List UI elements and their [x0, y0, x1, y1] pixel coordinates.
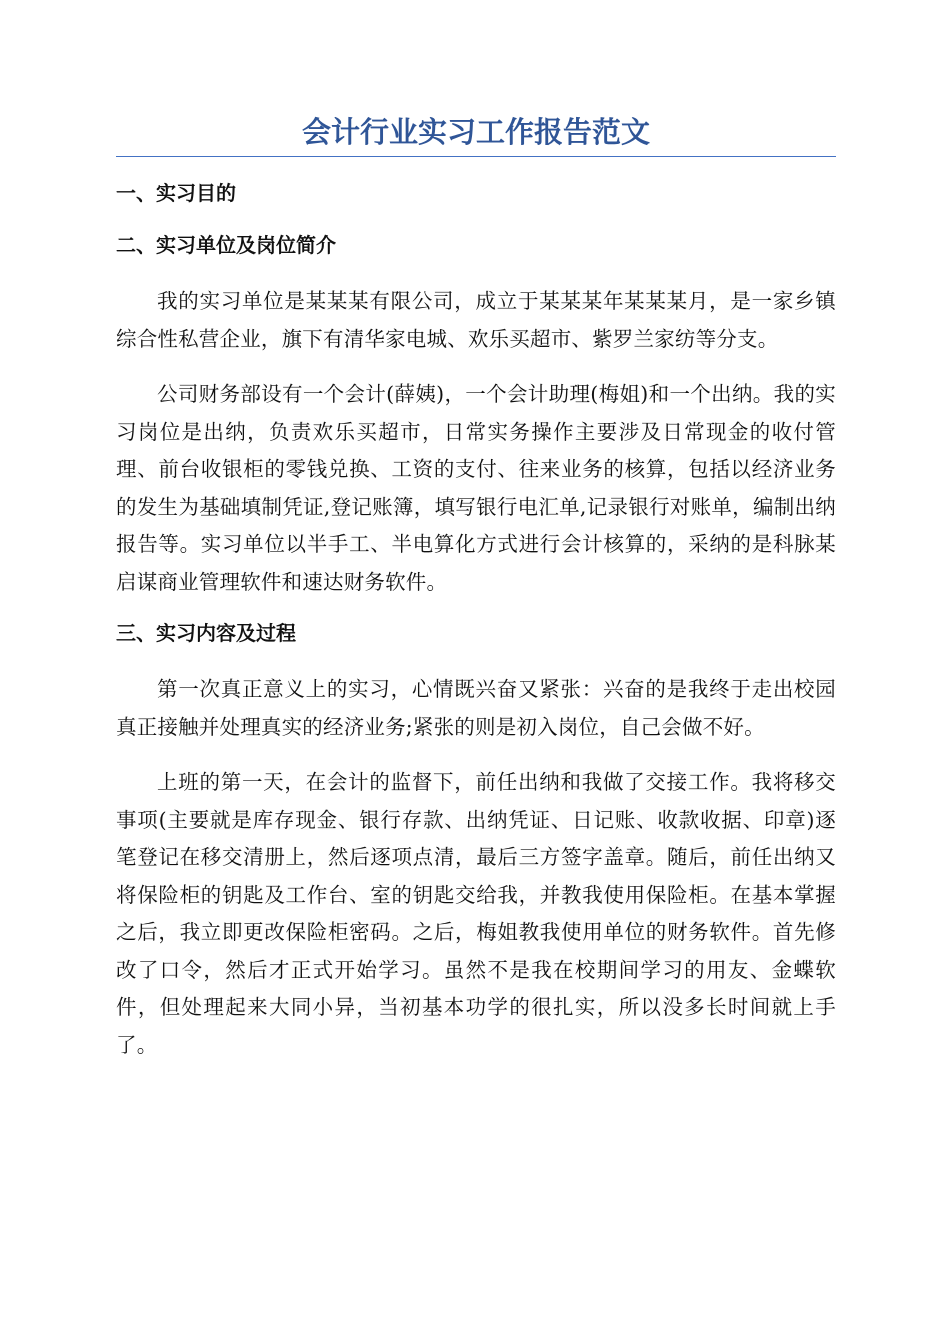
title-underline	[116, 156, 836, 157]
section-heading-unit: 二、实习单位及岗位简介	[116, 233, 336, 257]
paragraph: 第一次真正意义上的实习，心情既兴奋又紧张：兴奋的是我终于走出校园真正接触并处理真实的经济业务;紧张的则是初入岗位，自己会做不好。	[116, 677, 836, 739]
section-heading-content: 三、实习内容及过程	[116, 621, 296, 645]
document-title: 会计行业实习工作报告范文	[301, 115, 650, 149]
paragraph: 我的实习单位是某某某有限公司，成立于某某某年某某某月，是一家乡镇综合性私营企业，旗下有清华家电城、欢乐买超市、紫罗兰家纺等分支。	[116, 289, 836, 351]
paragraph: 公司财务部设有一个会计(薛姨)，一个会计助理(梅姐)和一个出纳。我的实习岗位是出纳，负责欢乐买超市，日常实务操作主要涉及日常现金的收付管理、前台收银柜的零钱兑换、工资的支付、往来业务的核算，包括以经济业务的发生为基础填制凭证,登记账簿，填写银行电汇单,记录银行对账单，编制出纳报告等。实习单位以半手工、半电算化方式进行会计核算的，采纳的是科脉某启谋商业管理软件和速达财务软件。	[116, 382, 836, 594]
section-heading-purpose: 一、实习目的	[116, 181, 236, 205]
paragraph: 上班的第一天，在会计的监督下，前任出纳和我做了交接工作。我将移交事项(主要就是库存现金、银行存款、出纳凭证、日记账、收款收据、印章)逐笔登记在移交清册上，然后逐项点清，最后三方签字盖章。随后，前任出纳又将保险柜的钥匙及工作台、室的钥匙交给我，并教我使用保险柜。在基本掌握之后，我立即更改保险柜密码。之后，梅姐教我使用单位的财务软件。首先修改了口令，然后才正式开始学习。虽然不是我在校期间学习的用友、金蝶软件，但处理起来大同小异，当初基本功学的很扎实，所以没多长时间就上手了。	[116, 770, 836, 1057]
document-page	[116, 108, 836, 1082]
